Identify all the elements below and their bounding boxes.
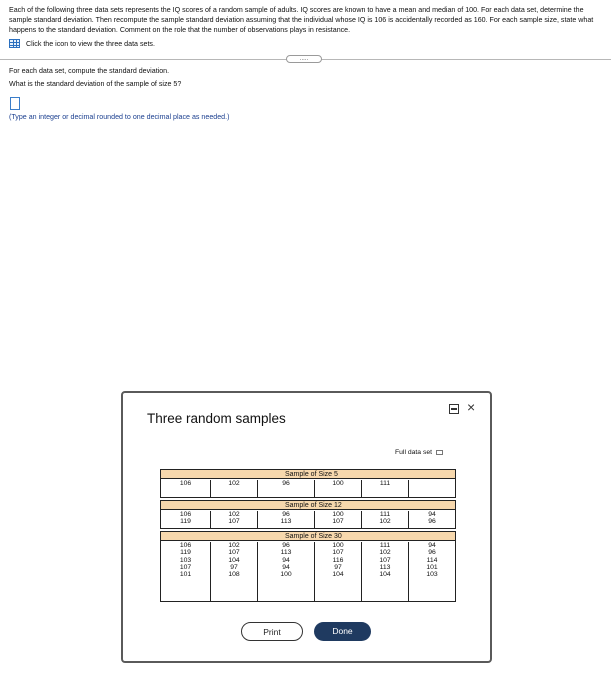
table-cell: 104 [332,571,344,579]
sample-table [160,531,456,602]
table-cell: 113 [379,563,391,571]
sample-table [160,469,456,498]
table-cell: 119 [180,518,191,526]
sample-column [258,542,315,601]
sample-column [161,542,211,601]
table-cell: 100 [332,480,344,487]
sample-column [315,511,362,528]
sample-column [258,480,315,497]
answer-hint: (Type an integer or decimal rounded to one decimal place as needed.) [9,113,230,121]
sample-column [409,480,455,497]
table-cell: 97 [230,563,238,571]
table-cell: 101 [179,571,192,579]
table-cell: 102 [379,518,391,526]
sample-column [362,480,409,497]
sample-column [211,511,258,528]
question-prompt: What is the standard deviation of the sample of size 5? [9,80,182,88]
data-sets-dialog [121,391,492,663]
answer-input[interactable] [10,97,20,110]
table-cell: 106 [179,542,192,549]
copy-icon[interactable] [436,450,443,455]
table-cell: 94 [282,556,290,564]
done-button[interactable]: Done [314,622,371,641]
sample-column [211,480,258,497]
table-cell: 100 [332,542,344,549]
table-cell: 114 [426,556,438,564]
full-data-set-label[interactable]: Full data set [395,449,433,456]
table-cell: 107 [179,563,192,571]
table-cell: 94 [282,563,290,571]
table-cell: 102 [228,542,240,549]
dialog-title: Three random samples [147,411,286,426]
table-cell: 116 [332,556,344,564]
sample-header [161,470,455,479]
instruction-text: For each data set, compute the standard deviation. [9,67,170,75]
sample-label: Sample of Size 5 [285,471,338,478]
table-cell: 102 [228,511,240,518]
table-cell: 97 [334,563,342,571]
sample-column [161,480,211,497]
view-data-link-label[interactable]: Click the icon to view the three data sets. [26,39,155,48]
table-cell: 111 [379,542,391,549]
table-cell: 111 [379,511,391,518]
table-cell: 94 [428,511,436,518]
sample-column [315,542,362,601]
sample-column [315,480,362,497]
full-data-set-link[interactable] [395,449,443,456]
table-cell: 106 [179,511,192,518]
sample-column [409,511,455,528]
sample-column [161,511,211,528]
sample-column [362,542,409,601]
problem-statement: Each of the following three data sets represents the IQ scores of a random sample of adults. IQ scores are known to have a mean and median of 100. For each data set, determine the sample standard deviation. Then recompute the sample standard deviation assuming that the individual whose IQ is 106 is accidentally recorded as 160. For each sample size, state what happens to the standard deviation. Comment on the role that the number of observations plays in resistance. [9,6,594,35]
table-cell: 94 [428,542,436,549]
close-icon[interactable]: × [467,399,476,415]
table-cell: 96 [282,480,290,487]
sample-label: Sample of Size 30 [285,533,342,540]
table-cell: 108 [228,571,240,579]
sample-column [362,511,409,528]
expand-toggle[interactable]: ..... [286,55,322,63]
table-cell: 107 [228,518,240,526]
sample-header [161,532,455,541]
table-cell: 107 [332,549,344,557]
table-cell: 103 [179,556,192,564]
sample-column [258,511,315,528]
sample-column [409,542,455,601]
table-cell: 113 [280,518,292,526]
table-cell: 100 [280,571,292,579]
table-cell: 96 [282,542,290,549]
sample-header [161,501,455,510]
table-cell: 106 [179,480,192,487]
sample-table [160,500,456,529]
table-cell: 107 [332,518,344,526]
table-icon[interactable] [9,39,20,48]
table-cell: 113 [280,549,292,557]
table-cell: 96 [282,511,290,518]
view-data-link[interactable] [9,39,155,48]
table-cell: 102 [228,480,240,487]
table-cell: 107 [379,556,391,564]
table-cell: 104 [228,556,240,564]
sample-label: Sample of Size 12 [285,502,342,509]
table-cell: 103 [426,571,438,579]
table-cell: 111 [379,480,391,487]
table-cell: 119 [180,549,191,557]
table-cell: 96 [428,549,436,557]
table-cell: 107 [228,549,240,557]
print-button[interactable]: Print [241,622,303,641]
table-cell: 101 [426,563,438,571]
table-cell: 100 [332,511,344,518]
minimize-icon[interactable] [449,404,459,414]
table-cell: 102 [379,549,391,557]
table-cell: 96 [428,518,436,526]
table-cell: 104 [379,571,391,579]
sample-column [211,542,258,601]
